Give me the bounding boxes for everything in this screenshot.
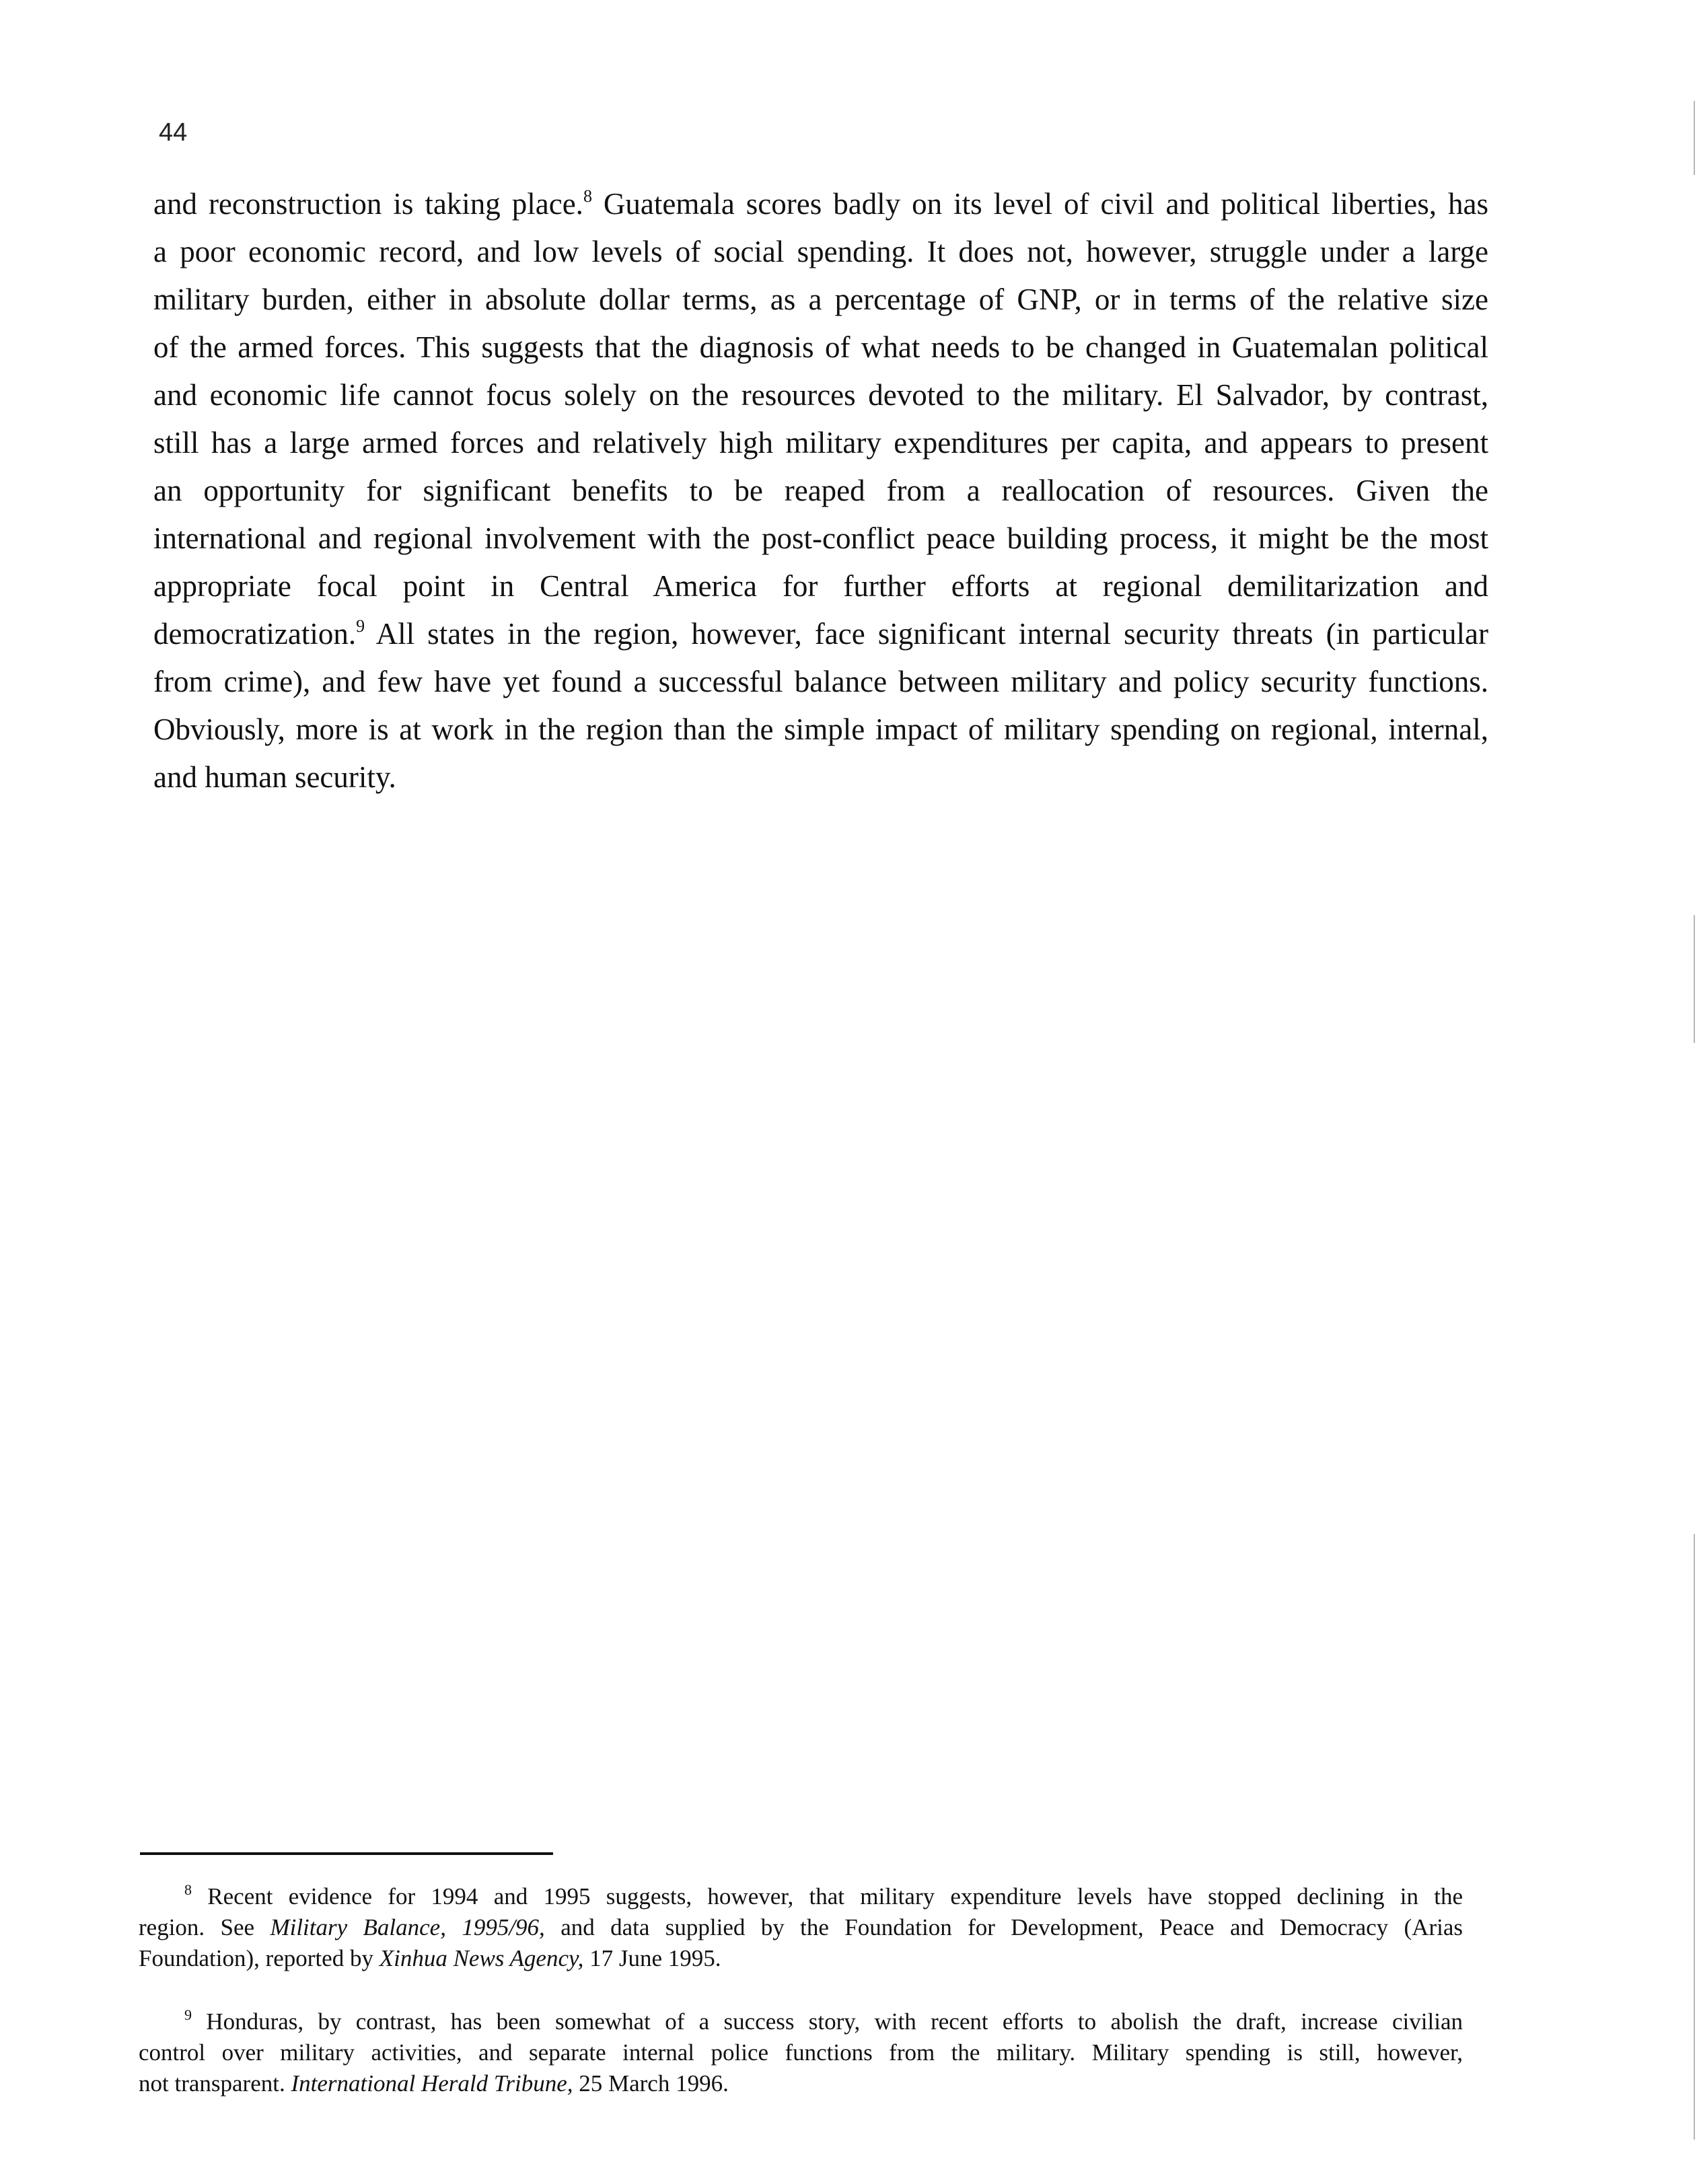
body-line: a poor economic record, and low levels of social spending. It does not, however, struggle under a large [153,235,1488,268]
body-line: still has a large armed forces and relatively high military expenditures per capita, and appears to present [153,426,1488,460]
body-line: appropriate focal point in Central America for further efforts at regional demilitarization and [153,569,1488,603]
page-number: 44 [159,118,188,147]
footnote-line: control over military activities, and separate internal police functions from the military. Military spending is still, however, [139,2039,1463,2066]
citation-title: International Herald Tribune, [291,2070,573,2097]
body-line: military burden, either in absolute dollar terms, as a percentage of GNP, or in terms of the relative size [153,283,1488,316]
body-line-last: and human security. [153,760,396,794]
body-line: international and regional involvement with the post-conflict peace building process, it might be the most [153,521,1488,555]
body-line: and reconstruction is taking place.$^8$ Guatemala scores badly on its level of civil and political liberties, has [153,186,1488,221]
footnote-ref-9[interactable]: 9 [356,616,365,636]
footnote-marker: 8 [184,1881,192,1898]
scan-edge-mark [1694,101,1695,175]
scan-edge-mark [1694,1534,1695,2140]
footnote-line: $^9$ Honduras, by contrast, has been somewhat of a success story, with recent efforts to abolish the draft, increase civilian [184,2006,1463,2035]
body-line: Obviously, more is at work in the region than the simple impact of military spending on regional, internal, [153,713,1488,746]
footnotes [139,1881,1463,2132]
footnote-line: region. See Military Balance, 1995/96, and data supplied by the Foundation for Development, Peace and Democracy (Arias [139,1914,1463,1940]
body-line: an opportunity for significant benefits to be reaped from a reallocation of resources. Given the [153,474,1488,507]
body-line: and economic life cannot focus solely on the resources devoted to the military. El Salvador, by contrast, [153,378,1488,412]
footnote-line: not transparent. International Herald Tribune, 25 March 1996. [139,2070,729,2097]
body-paragraph [153,180,1488,801]
footnote-ref-8[interactable]: 8 [583,186,592,206]
footnote-separator [140,1852,553,1855]
footnote-line: Foundation), reported by Xinhua News Agency, 17 June 1995. [139,1945,721,1971]
scan-edge-mark [1694,915,1695,1043]
footnote-marker: 9 [184,2006,192,2023]
footnote-9 [139,2006,1463,2099]
citation-title: Military Balance, 1995/96, [270,1914,545,1940]
body-line: democratization.$^9$ All states in the region, however, face significant internal security threats (in particular [153,616,1488,651]
citation-title: Xinhua News Agency, [379,1945,584,1971]
footnote-line: $^8$ Recent evidence for 1994 and 1995 suggests, however, that military expenditure levels have stopped declining in the [184,1881,1463,1909]
footnote-8 [139,1881,1463,1974]
body-line: from crime), and few have yet found a successful balance between military and policy security functions. [153,665,1488,698]
body-line: of the armed forces. This suggests that the diagnosis of what needs to be changed in Guatemalan political [153,330,1488,364]
